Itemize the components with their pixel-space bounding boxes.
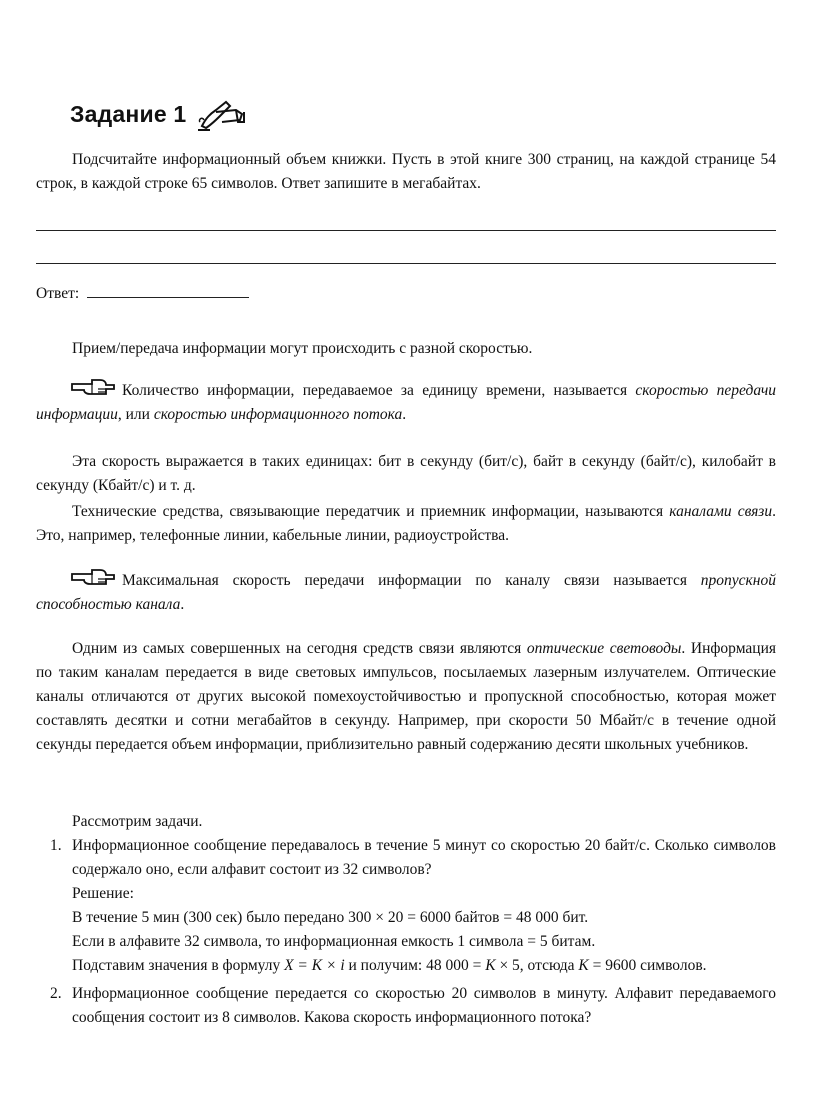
intro-block (36, 337, 776, 361)
formula: X = K × i (284, 957, 345, 974)
channels-end: . Это, например, телефонные линии, кабельные линии, радиоустройства. (36, 503, 776, 544)
tasks-intro-block (36, 810, 776, 834)
def2-term: пропускной способностью канала (36, 572, 776, 613)
problem-list (36, 834, 776, 1030)
task-title: Задание 1 (70, 101, 187, 127)
optics-block (36, 637, 776, 757)
answer-blank[interactable] (87, 283, 249, 298)
units-text: Эта скорость выражается в таких единицах: бит в секунду (бит/с), байт в секунду (байт/с), килобайт в секунду (Кбайт/с) и т. д. (36, 453, 776, 494)
def2-text: Максимальная скорость передачи информации по каналу связи называется (122, 572, 701, 589)
units-block (36, 450, 776, 498)
pointing-hand-icon (70, 376, 116, 398)
answer-rule-2 (36, 263, 776, 264)
def2-end: . (180, 596, 185, 613)
def1-text: Количество информации, передаваемое за единицу времени, называется (122, 382, 636, 399)
def1-mid: , или (117, 406, 154, 423)
optics-start: Одним из самых совершенных на сегодня средств связи являются (72, 640, 527, 657)
problem-1 (36, 834, 776, 978)
answer-label: Ответ: (36, 285, 80, 302)
solution-label: Решение: (72, 885, 134, 902)
def1-end: . (402, 406, 407, 423)
task-title-row (70, 96, 248, 132)
problem-text: Информационное сообщение передавалось в течение 5 минут со скоростью 20 байт/с. Сколько символов содержало оно, если алфавит состоит из 32 символов? (72, 837, 776, 878)
optics-text: . Информация по таким каналам передается в виде световых импульсов, посылаемых лазерным излучателем. Оптические каналы отличаются от других высокой помехоустойчивостью и пропускной способностью, которая может составлять десятки и сотни мегабайтов в секунду. Например, при скорости 50 Мбайт/с в течение одной секунды передается объем информации, приблизительно равный содержанию десяти школьных учебников. (36, 640, 776, 753)
intro-text: Прием/передача информации могут происходить с разной скоростью. (72, 340, 533, 357)
task-text-block (36, 148, 776, 196)
tasks-intro: Рассмотрим задачи. (72, 813, 203, 830)
definition-speed (36, 376, 776, 427)
answer-rule-1 (36, 230, 776, 231)
problem-number: 1. (50, 837, 62, 854)
channels-term: каналами связи (669, 503, 773, 520)
solution-step-3: Подставим значения в формулу X = K × i и получим: 48 000 = K × 5, отсюда K = 9600 символов. (72, 957, 707, 974)
def1-term2: скоростью информационного потока (153, 406, 403, 423)
def1-term1: скоростью передачи информации (36, 382, 777, 423)
channels-text: Технические средства, связывающие передатчик и приемник информации, называются (72, 503, 670, 520)
task-text: Подсчитайте информационный объем книжки. Пусть в этой книге 300 страниц, на каждой странице 54 строк, в каждой строке 65 символов. Ответ запишите в мегабайтах. (36, 151, 776, 192)
problem-text: Информационное сообщение передается со скоростью 20 символов в минуту. Алфавит передаваемого сообщения состоит из 8 символов. Какова скорость информационного потока? (72, 985, 776, 1026)
optics-term: оптические световоды (526, 640, 682, 657)
writing-hand-icon (196, 96, 248, 132)
channels-block (36, 500, 776, 548)
solution-step-1: В течение 5 мин (300 сек) было передано 300 × 20 = 6000 байтов = 48 000 бит. (72, 909, 589, 926)
definition-bandwidth (36, 566, 776, 617)
pointing-hand-icon (70, 566, 116, 588)
problem-2 (36, 982, 776, 1030)
solution-step-2: Если в алфавите 32 символа, то информационная емкость 1 символа = 5 битам. (72, 933, 596, 950)
answer-row (36, 282, 776, 306)
problem-number: 2. (50, 985, 62, 1002)
